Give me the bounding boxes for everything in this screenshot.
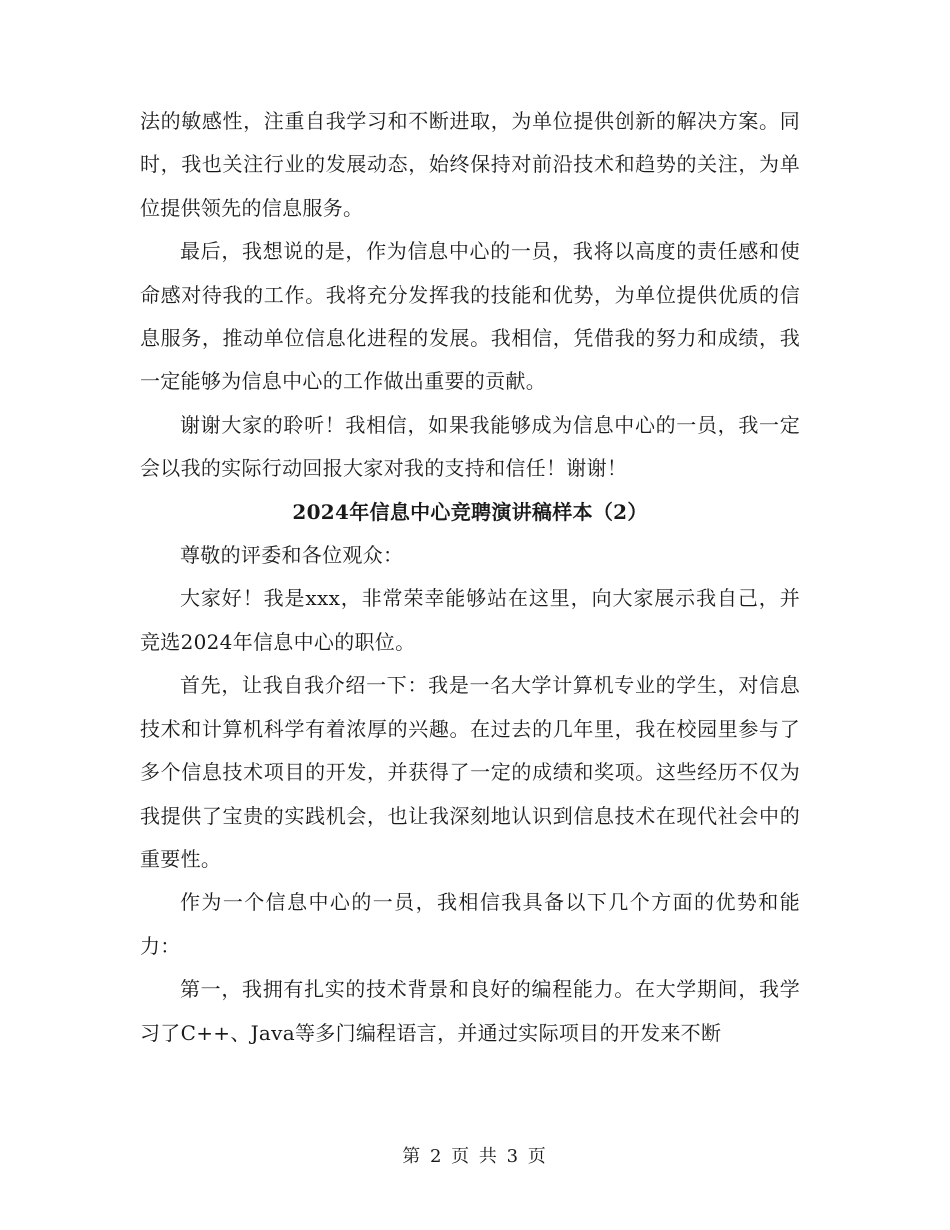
paragraph-advantages-intro: 作为一个信息中心的一员，我相信我具备以下几个方面的优势和能力： [140,890,800,958]
section-title: 2024年信息中心竞聘演讲稿样本（2） [292,499,648,524]
paragraph-introduction: 首先，让我自我介绍一下：我是一名大学计算机专业的学生，对信息技术和计算机科学有着浓厚的兴趣。在过去的几年里，我在校园里参与了多个信息技术项目的开发，并获得了一定的成绩和奖项。这些经历不仅为我提供了宝贵的实践机会，也让我深刻地认识到信息技术在现代社会中的重要性。 [140,673,800,871]
document-body [140,100,800,1055]
paragraph-first-advantage: 第一，我拥有扎实的技术背景和良好的编程能力。在大学期间，我学习了C++、Java等多门编程语言，并通过实际项目的开发来不断 [140,977,800,1045]
paragraph-closing: 最后，我想说的是，作为信息中心的一员，我将以高度的责任感和使命感对待我的工作。我将充分发挥我的技能和优势，为单位提供优质的信息服务，推动单位信息化进程的发展。我相信，凭借我的努力和成绩，我一定能够为信息中心的工作做出重要的贡献。 [140,239,800,394]
page-number-footer: 第 2 页 共 3 页 [402,1146,548,1167]
paragraph-continuation: 法的敏感性，注重自我学习和不断进取，为单位提供创新的解决方案。同时，我也关注行业的发展动态，始终保持对前沿技术和趋势的关注，为单位提供领先的信息服务。 [140,109,800,220]
paragraph-thanks: 谢谢大家的聆听！我相信，如果我能够成为信息中心的一员，我一定会以我的实际行动回报大家对我的支持和信任！谢谢！ [140,412,800,481]
paragraph-greeting: 大家好！我是xxx，非常荣幸能够站在这里，向大家展示我自己，并竞选2024年信息中心的职位。 [140,586,800,654]
paragraph-salutation: 尊敬的评委和各位观众： [180,543,404,568]
